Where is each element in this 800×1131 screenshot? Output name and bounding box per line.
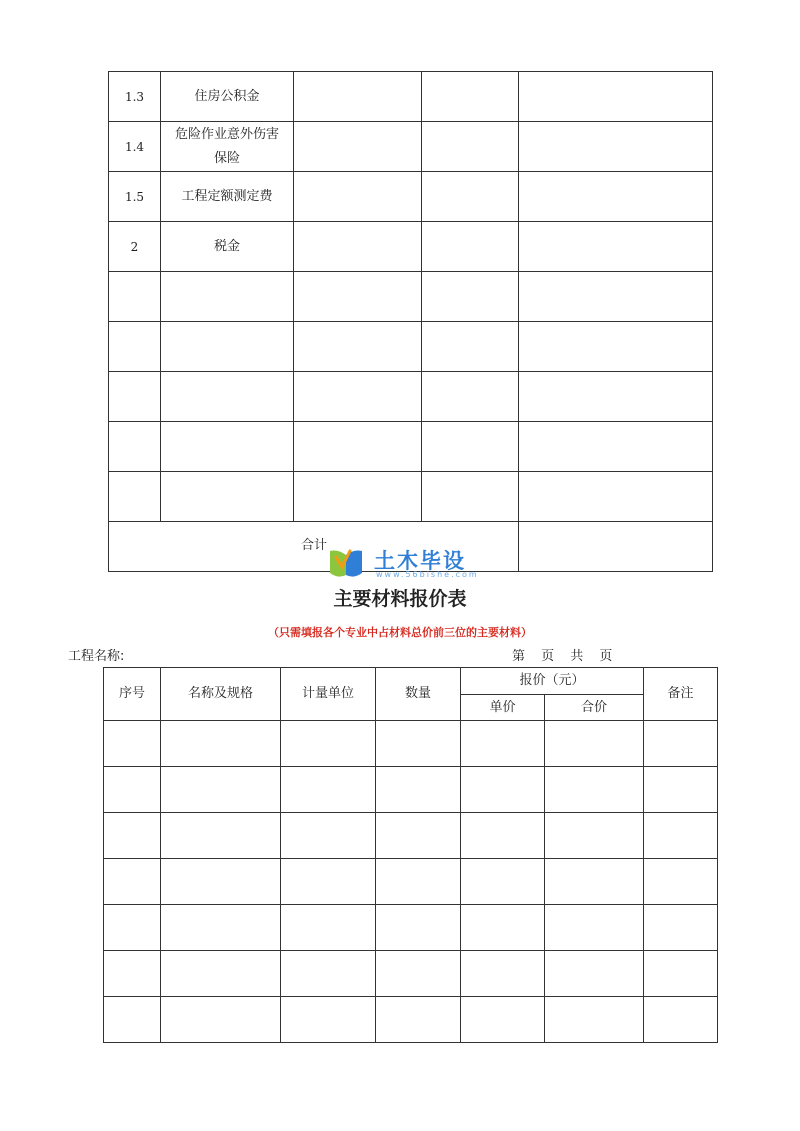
fee-row bbox=[109, 272, 713, 322]
fee-name-cell bbox=[161, 372, 294, 422]
fee-row bbox=[109, 422, 713, 472]
header-price: 报价（元） bbox=[461, 668, 644, 695]
material-cell bbox=[376, 813, 461, 859]
fee-row bbox=[109, 72, 713, 122]
page-title: 主要材料报价表 bbox=[333, 588, 467, 610]
material-cell bbox=[545, 951, 644, 997]
fee-row bbox=[109, 322, 713, 372]
material-row bbox=[104, 813, 718, 859]
fee-name-cell: 住房公积金 bbox=[161, 72, 294, 122]
material-cell bbox=[104, 767, 161, 813]
material-cell bbox=[281, 813, 376, 859]
fee-no-cell bbox=[109, 472, 161, 522]
fee-empty-cell bbox=[519, 172, 713, 222]
material-cell bbox=[281, 951, 376, 997]
material-cell bbox=[104, 905, 161, 951]
fee-row bbox=[109, 472, 713, 522]
material-cell bbox=[104, 813, 161, 859]
material-cell bbox=[161, 859, 281, 905]
material-cell bbox=[461, 721, 545, 767]
material-cell bbox=[281, 767, 376, 813]
fee-name-cell bbox=[161, 322, 294, 372]
fee-empty-cell bbox=[519, 272, 713, 322]
header-qty: 数量 bbox=[376, 668, 461, 721]
book-logo-icon bbox=[326, 545, 366, 581]
header-remark: 备注 bbox=[644, 668, 718, 721]
material-cell bbox=[644, 997, 718, 1043]
fee-empty-cell bbox=[422, 122, 519, 172]
material-cell bbox=[281, 859, 376, 905]
page-count: 第 页 共 页 bbox=[512, 649, 613, 664]
fee-empty-cell bbox=[519, 472, 713, 522]
fee-name-cell: 税金 bbox=[161, 222, 294, 272]
fee-empty-cell bbox=[519, 222, 713, 272]
material-cell bbox=[545, 721, 644, 767]
material-cell bbox=[376, 951, 461, 997]
material-cell bbox=[104, 721, 161, 767]
fee-row bbox=[109, 172, 713, 222]
fee-empty-cell bbox=[294, 272, 422, 322]
header-total: 合价 bbox=[545, 695, 644, 721]
fee-empty-cell bbox=[294, 472, 422, 522]
material-cell bbox=[545, 905, 644, 951]
material-cell bbox=[644, 951, 718, 997]
material-cell bbox=[281, 997, 376, 1043]
material-cell bbox=[104, 951, 161, 997]
fee-empty-cell bbox=[519, 322, 713, 372]
fee-no-cell: 1.4 bbox=[109, 122, 161, 172]
material-cell bbox=[644, 905, 718, 951]
material-row bbox=[104, 905, 718, 951]
material-row bbox=[104, 721, 718, 767]
material-row bbox=[104, 997, 718, 1043]
fee-no-cell bbox=[109, 322, 161, 372]
material-cell bbox=[161, 767, 281, 813]
fee-empty-cell bbox=[422, 72, 519, 122]
material-cell bbox=[161, 721, 281, 767]
material-cell bbox=[376, 997, 461, 1043]
material-cell bbox=[104, 859, 161, 905]
material-cell bbox=[376, 859, 461, 905]
material-cell bbox=[644, 721, 718, 767]
subtitle-note: （只需填报各个专业中占材料总价前三位的主要材料） bbox=[268, 626, 532, 639]
fee-row bbox=[109, 372, 713, 422]
fee-empty-cell bbox=[422, 472, 519, 522]
material-cell bbox=[545, 813, 644, 859]
fee-empty-cell bbox=[294, 122, 422, 172]
fee-empty-cell bbox=[294, 422, 422, 472]
material-cell bbox=[461, 813, 545, 859]
material-cell bbox=[644, 859, 718, 905]
material-cell bbox=[376, 767, 461, 813]
material-row bbox=[104, 951, 718, 997]
project-name-label: 工程名称: bbox=[68, 649, 125, 664]
material-cell bbox=[545, 859, 644, 905]
fee-no-cell bbox=[109, 372, 161, 422]
fee-empty-cell bbox=[519, 372, 713, 422]
fee-empty-cell bbox=[519, 122, 713, 172]
material-cell bbox=[545, 997, 644, 1043]
fee-table-body bbox=[109, 72, 713, 522]
header-no: 序号 bbox=[104, 668, 161, 721]
material-row bbox=[104, 859, 718, 905]
fee-empty-cell bbox=[422, 422, 519, 472]
fee-empty-cell bbox=[519, 72, 713, 122]
fee-empty-cell bbox=[519, 422, 713, 472]
material-cell bbox=[161, 813, 281, 859]
material-cell bbox=[104, 997, 161, 1043]
material-cell bbox=[461, 859, 545, 905]
fee-empty-cell bbox=[422, 322, 519, 372]
material-cell bbox=[545, 767, 644, 813]
fee-no-cell bbox=[109, 422, 161, 472]
total-label: 合计 bbox=[109, 522, 519, 572]
material-cell bbox=[461, 951, 545, 997]
material-cell bbox=[161, 905, 281, 951]
fee-empty-cell bbox=[422, 272, 519, 322]
materials-table bbox=[103, 667, 718, 1043]
fee-empty-cell bbox=[422, 222, 519, 272]
fee-name-cell bbox=[161, 472, 294, 522]
header-unit-price: 单价 bbox=[461, 695, 545, 721]
fee-empty-cell bbox=[294, 222, 422, 272]
header-name: 名称及规格 bbox=[161, 668, 281, 721]
material-row bbox=[104, 767, 718, 813]
total-value-cell bbox=[519, 522, 713, 572]
header-unit: 计量单位 bbox=[281, 668, 376, 721]
material-cell bbox=[461, 905, 545, 951]
fee-no-cell bbox=[109, 272, 161, 322]
fee-name-cell: 工程定额测定费 bbox=[161, 172, 294, 222]
watermark-brand: 土木毕设 bbox=[374, 549, 466, 573]
fee-name-cell bbox=[161, 422, 294, 472]
material-cell bbox=[281, 721, 376, 767]
fee-no-cell: 2 bbox=[109, 222, 161, 272]
material-cell bbox=[644, 813, 718, 859]
fee-empty-cell bbox=[294, 322, 422, 372]
material-cell bbox=[376, 905, 461, 951]
watermark-logo bbox=[326, 543, 486, 583]
material-cell bbox=[376, 721, 461, 767]
material-cell bbox=[461, 767, 545, 813]
fee-empty-cell bbox=[294, 72, 422, 122]
fee-empty-cell bbox=[294, 372, 422, 422]
fee-empty-cell bbox=[422, 172, 519, 222]
fee-name-cell bbox=[161, 272, 294, 322]
material-cell bbox=[281, 905, 376, 951]
fee-empty-cell bbox=[294, 172, 422, 222]
fee-name-cell: 危险作业意外伤害保险 bbox=[161, 122, 294, 172]
fee-row bbox=[109, 222, 713, 272]
watermark-site: www.56bishe.com bbox=[376, 570, 479, 579]
fee-row bbox=[109, 122, 713, 172]
material-cell bbox=[161, 951, 281, 997]
fee-table bbox=[108, 71, 713, 572]
fee-no-cell: 1.3 bbox=[109, 72, 161, 122]
material-cell bbox=[644, 767, 718, 813]
material-cell bbox=[161, 997, 281, 1043]
materials-table-body bbox=[104, 668, 718, 1043]
header-row bbox=[104, 668, 718, 695]
material-cell bbox=[461, 997, 545, 1043]
fee-no-cell: 1.5 bbox=[109, 172, 161, 222]
fee-empty-cell bbox=[422, 372, 519, 422]
